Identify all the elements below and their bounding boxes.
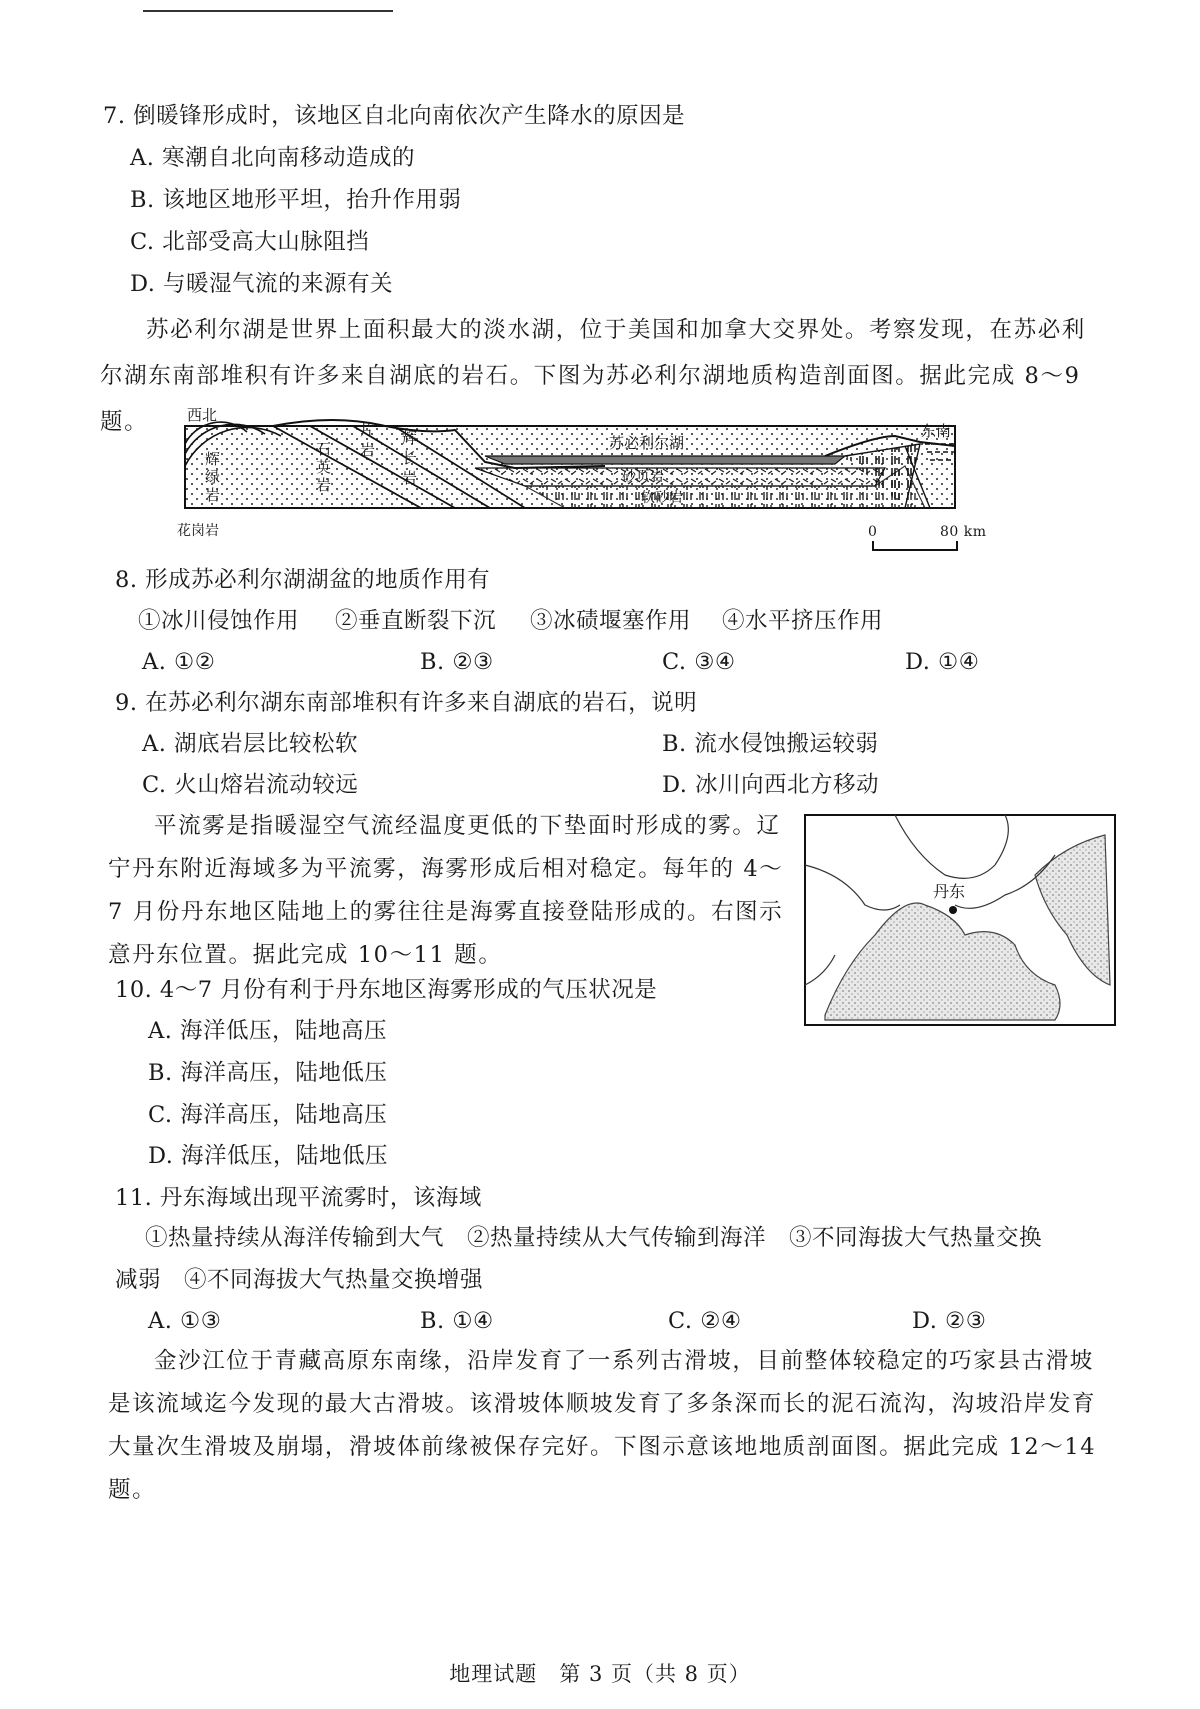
q8-choice-2: ②垂直断裂下沉 bbox=[335, 608, 497, 634]
q7-option-c: C. 北部受高大山脉阻挡 bbox=[130, 229, 370, 255]
map-label-dandong: 丹东 bbox=[933, 882, 966, 901]
scale-distance: 80 km bbox=[940, 524, 987, 540]
label-quartzite-vertical: 石英岩 bbox=[316, 440, 332, 494]
q8-stem: 8. 形成苏必利尔湖湖盆的地质作用有 bbox=[115, 567, 491, 593]
q9-option-c: C. 火山熔岩流动较远 bbox=[142, 772, 359, 798]
q7-option-d: D. 与暖湿气流的来源有关 bbox=[130, 271, 394, 297]
q11-stem: 11. 丹东海域出现平流雾时，该海域 bbox=[115, 1185, 482, 1211]
page-footer: 地理试题 第 3 页（共 8 页） bbox=[449, 1662, 751, 1686]
dandong-map-figure bbox=[805, 815, 1115, 1025]
passage-10-11: 平流雾是指暖湿空气流经温度更低的下垫面时形成的雾。辽宁丹东附近海域多为平流雾，海雾形成后相对稳定。每年的 4～7 月份丹东地区陆地上的雾往往是海雾直接登陆形成的。右图示意丹东位置。据此完成 10～11 题。 bbox=[108, 813, 784, 968]
q9-stem: 9. 在苏必利尔湖东南部堆积有许多来自湖底的岩石，说明 bbox=[115, 690, 698, 716]
q7-option-a: A. 寒潮自北向南移动造成的 bbox=[130, 145, 416, 171]
q11-option-c: C. ②④ bbox=[668, 1308, 742, 1334]
label-southeast: 东南 bbox=[921, 422, 952, 440]
q7-stem: 7. 倒暖锋形成时，该地区自北向南依次产生降水的原因是 bbox=[103, 103, 686, 129]
q8-option-a: A. ①② bbox=[142, 649, 216, 675]
label-schist-vertical: 片岩 bbox=[360, 421, 376, 459]
q9-option-d: D. 冰川向西北方移动 bbox=[662, 772, 880, 798]
label-soft-sandstone: 软砂岩 bbox=[641, 490, 683, 506]
label-lake: 苏必利尔湖 bbox=[609, 434, 685, 452]
label-gabbro-vertical: 辉长岩 bbox=[402, 429, 418, 487]
top-rule bbox=[143, 10, 393, 12]
passage-8-9: 苏必利尔湖是世界上面积最大的淡水湖，位于美国和加拿大交界处。考察发现，在苏必利尔湖东南部堆积有许多来自湖底的岩石。下图为苏必利尔湖地质构造剖面图。据此完成 8～9 题。 bbox=[100, 317, 1086, 435]
q8-choice-1: ①冰川侵蚀作用 bbox=[138, 608, 300, 634]
q8-option-b: B. ②③ bbox=[420, 649, 494, 675]
q11-choices-line1: ①热量持续从海洋传输到大气 ②热量持续从大气传输到海洋 ③不同海拔大气热量交换 bbox=[145, 1225, 1043, 1251]
q9-option-b: B. 流水侵蚀搬运较弱 bbox=[662, 731, 879, 757]
q11-option-d: D. ②③ bbox=[912, 1308, 987, 1334]
q7-option-b: B. 该地区地形平坦，抬升作用弱 bbox=[130, 187, 462, 213]
scale-zero: 0 bbox=[868, 524, 878, 540]
q10-option-b: B. 海洋高压，陆地低压 bbox=[148, 1060, 388, 1086]
q8-option-c: C. ③④ bbox=[662, 649, 736, 675]
passage-12-14: 金沙江位于青藏高原东南缘，沿岸发育了一系列古滑坡，目前整体较稳定的巧家县古滑坡是该流域迄今发现的最大古滑坡。该滑坡体顺坡发育了多条深而长的泥石流沟，沟坡沿岸发育大量次生滑坡及崩塌，滑坡体前缘被保存完好。下图示意该地地质剖面图。据此完成 12～14 题。 bbox=[108, 1348, 1097, 1503]
q9-option-a: A. 湖底岩层比较松软 bbox=[142, 731, 359, 757]
label-gabbro-green-vertical: 辉绿岩 bbox=[205, 450, 221, 504]
label-granite: 花岗岩 bbox=[177, 523, 219, 539]
scale-bar bbox=[872, 541, 958, 551]
q10-option-a: A. 海洋低压，陆地高压 bbox=[148, 1018, 388, 1044]
q11-option-a: A. ①③ bbox=[148, 1308, 222, 1334]
q10-option-c: C. 海洋高压，陆地高压 bbox=[148, 1102, 388, 1128]
q10-option-d: D. 海洋低压，陆地低压 bbox=[148, 1143, 389, 1169]
q11-choices-line2: 减弱 ④不同海拔大气热量交换增强 bbox=[115, 1267, 484, 1293]
q8-choice-4: ④水平挤压作用 bbox=[722, 608, 884, 634]
q10-stem: 10. 4～7 月份有利于丹东地区海雾形成的气压状况是 bbox=[115, 977, 658, 1003]
q8-choice-3: ③冰碛堰塞作用 bbox=[530, 608, 692, 634]
label-northwest: 西北 bbox=[187, 406, 218, 424]
q8-option-d: D. ①④ bbox=[905, 649, 980, 675]
superior-section-figure bbox=[177, 406, 1045, 556]
q11-option-b: B. ①④ bbox=[420, 1308, 494, 1334]
label-sandy-shale: 砂页岩 bbox=[622, 469, 664, 485]
